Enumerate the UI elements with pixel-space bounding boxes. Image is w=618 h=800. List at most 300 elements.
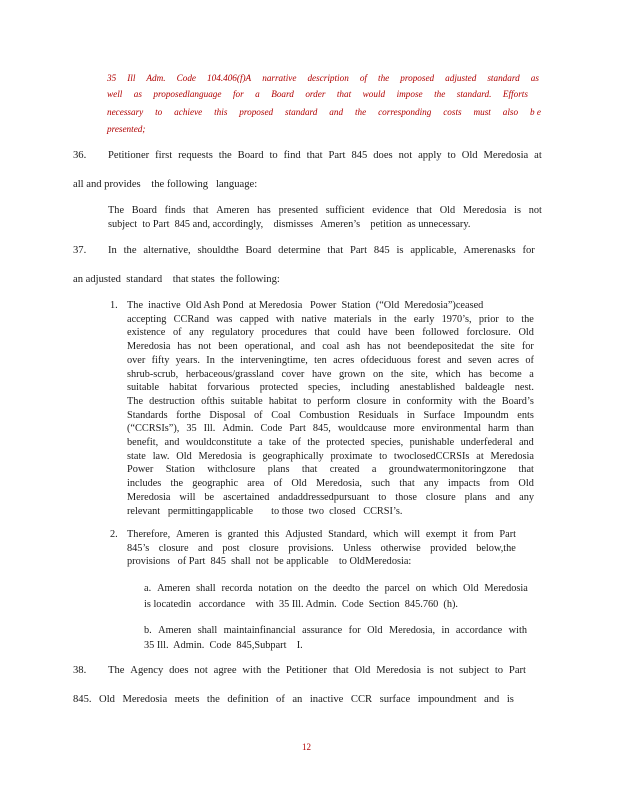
- word: not: [439, 665, 454, 676]
- word: of: [525, 354, 534, 366]
- word: this: [264, 529, 280, 540]
- word: to: [379, 450, 388, 462]
- word: that: [314, 327, 330, 339]
- word: and: [198, 542, 213, 554]
- item1-lines-line: [127, 314, 534, 325]
- word: Meredosia,: [315, 478, 363, 490]
- word: which: [435, 368, 461, 380]
- word: The: [127, 395, 144, 407]
- word: Old: [99, 694, 115, 705]
- word: in: [392, 395, 401, 407]
- item1-number: 1.: [110, 300, 118, 311]
- word: coal: [322, 341, 340, 353]
- word: must: [473, 107, 491, 117]
- word: determine: [278, 245, 321, 256]
- word: created: [329, 464, 360, 476]
- item1-lines-line: The inactive Old Ash Pond at Meredosia Power Station (“Old Meredosia”)ceased: [127, 300, 484, 311]
- para38-number: 38.: [73, 665, 87, 676]
- word: early: [413, 313, 435, 325]
- word: Board’s: [501, 395, 534, 407]
- word: conformity: [406, 395, 453, 407]
- item2a-lines-line: [144, 583, 528, 594]
- word: ash: [346, 341, 361, 353]
- word: with: [458, 395, 477, 407]
- word: from: [473, 529, 494, 540]
- word: materials: [333, 313, 372, 325]
- word: geographically: [262, 450, 324, 462]
- word: a: [371, 464, 377, 476]
- word: beendepositedat: [407, 341, 475, 353]
- word: Residuals: [358, 409, 399, 421]
- word: as: [133, 89, 142, 99]
- word: for: [522, 245, 535, 256]
- word: applicable,: [410, 245, 457, 256]
- word: Ameren: [216, 205, 250, 216]
- word: a: [257, 437, 263, 448]
- word: Standard,: [328, 529, 368, 540]
- word: (“CCRSIs”),: [127, 423, 180, 435]
- para36-line-1: [108, 150, 542, 161]
- word: description: [307, 73, 349, 83]
- item2a-lines-line: is locatedin accordance with 35 Ill. Admin. Code Section 845.760 (h).: [144, 598, 458, 610]
- para36-quote-line-2: subject to Part 845 and, accordingly, dismisses Ameren’s petition as unnecessary.: [108, 219, 471, 230]
- word: forvarious: [207, 382, 250, 394]
- word: over: [127, 354, 146, 366]
- word: Meredosia: [376, 665, 421, 676]
- word: and: [518, 437, 534, 448]
- word: impacts: [447, 478, 480, 490]
- word: benefit,: [127, 437, 159, 448]
- word: is: [514, 205, 521, 216]
- word: is: [248, 450, 256, 462]
- word: a: [529, 368, 534, 380]
- word: Agency: [130, 665, 164, 676]
- word: nest.: [514, 382, 534, 394]
- word: that: [327, 245, 344, 256]
- word: geographic: [192, 478, 239, 490]
- word: that: [193, 205, 209, 216]
- word: it: [462, 529, 468, 540]
- word: inactive: [309, 694, 344, 705]
- word: an: [292, 694, 303, 705]
- word: Board: [131, 205, 157, 216]
- word: state: [127, 450, 146, 462]
- word: standard: [487, 73, 520, 83]
- word: harm: [488, 423, 510, 435]
- word: costs: [443, 107, 462, 117]
- word: underfederal: [460, 437, 513, 448]
- item2-lines-line: [127, 529, 516, 540]
- word: capped: [239, 313, 269, 325]
- word: as: [530, 73, 539, 83]
- word: Petitioner: [108, 150, 150, 161]
- word: and: [300, 341, 316, 353]
- word: Coal: [271, 409, 291, 421]
- item1-lines-line: [127, 355, 534, 366]
- word: Ameren: [157, 583, 191, 594]
- word: standard: [285, 107, 318, 117]
- word: site,: [411, 368, 428, 380]
- word: Meredosia: [127, 491, 171, 503]
- word: ofthis: [201, 395, 225, 407]
- word: standard.: [456, 89, 492, 99]
- item1-lines-line: [127, 410, 534, 421]
- item2-lines-line: [127, 543, 516, 554]
- para38-line-2: [73, 694, 514, 705]
- word: the: [354, 107, 367, 117]
- word: CCR: [350, 694, 373, 705]
- word: and: [329, 107, 344, 117]
- word: Code: [176, 73, 196, 83]
- word: assurance: [302, 625, 343, 636]
- word: those: [395, 491, 417, 503]
- word: wouldconstitute: [185, 437, 252, 448]
- word: in: [441, 625, 450, 636]
- word: Ill.: [203, 423, 216, 435]
- word: subject: [459, 665, 490, 676]
- word: narrative: [262, 73, 297, 83]
- word: any: [189, 327, 205, 339]
- word: of: [254, 409, 263, 421]
- word: to: [155, 107, 163, 117]
- word: of: [276, 694, 285, 705]
- word: regulatory: [211, 327, 255, 339]
- word: b e: [529, 107, 541, 117]
- word: the: [390, 368, 404, 380]
- word: below,the: [476, 542, 516, 554]
- word: b.: [144, 625, 152, 636]
- word: evidence: [372, 205, 409, 216]
- word: and: [446, 354, 462, 366]
- word: that: [301, 464, 318, 476]
- word: Meredosia: [127, 341, 171, 353]
- word: otherwise: [380, 542, 421, 554]
- word: ten: [314, 354, 327, 366]
- word: agree: [213, 665, 237, 676]
- word: includes: [127, 478, 162, 490]
- word: and: [484, 694, 500, 705]
- word: suitable: [230, 395, 263, 407]
- word: protected: [326, 437, 365, 448]
- word: including: [350, 382, 390, 394]
- word: 1970’s,: [441, 313, 472, 325]
- word: is: [426, 665, 434, 676]
- word: with: [242, 665, 262, 676]
- para37-number: 37.: [73, 245, 87, 256]
- word: to: [506, 313, 515, 325]
- word: the: [123, 245, 137, 256]
- word: Old: [518, 478, 534, 490]
- word: Disposal: [209, 409, 246, 421]
- item1-lines-line: [127, 492, 534, 503]
- word: forclosure.: [466, 327, 511, 339]
- word: which: [431, 583, 458, 594]
- item1-lines-line: [127, 327, 534, 338]
- word: Adm.: [146, 73, 166, 83]
- word: ofdeciduous: [360, 354, 411, 366]
- page-number: 12: [302, 742, 311, 752]
- word: Amerenasks: [463, 245, 516, 256]
- word: Part: [508, 665, 526, 676]
- word: become: [489, 368, 522, 380]
- word: is: [214, 529, 222, 540]
- word: interveningtime,: [240, 354, 308, 366]
- word: Adjusted: [285, 529, 323, 540]
- word: finds: [164, 205, 186, 216]
- word: a.: [144, 583, 152, 594]
- word: CCRand: [173, 313, 210, 325]
- word: is: [506, 694, 514, 705]
- word: the: [393, 313, 407, 325]
- word: that: [416, 205, 432, 216]
- word: suitable: [127, 382, 160, 394]
- word: Meredosia: [462, 205, 507, 216]
- word: closure: [356, 395, 387, 407]
- word: the: [307, 437, 320, 448]
- word: environmental: [421, 423, 482, 435]
- word: necessary: [107, 107, 144, 117]
- word: proposed: [400, 73, 435, 83]
- word: of: [172, 327, 182, 339]
- word: at: [476, 450, 484, 462]
- word: was: [216, 313, 233, 325]
- word: surface: [379, 694, 411, 705]
- word: anestablished: [399, 382, 456, 394]
- word: accordance: [455, 625, 503, 636]
- word: exempt: [425, 529, 457, 540]
- word: 845: [373, 245, 390, 256]
- item1-lines-line: relevant permittingapplicable to those two closed CCRSI’s.: [127, 505, 403, 517]
- word: order: [305, 89, 326, 99]
- word: not: [398, 150, 413, 161]
- para37-line-1: [108, 245, 535, 256]
- word: Meredosia,: [388, 625, 436, 636]
- word: The: [108, 665, 125, 676]
- word: Board: [271, 89, 294, 99]
- word: Ameren: [158, 625, 192, 636]
- word: species,: [308, 382, 341, 394]
- word: for: [232, 89, 244, 99]
- word: has: [257, 205, 271, 216]
- word: granted: [227, 529, 259, 540]
- item1-lines-line: [127, 396, 534, 407]
- word: requests: [178, 150, 213, 161]
- word: impoundment: [417, 694, 477, 705]
- word: the: [434, 89, 446, 99]
- word: shall: [196, 583, 216, 594]
- citation-line-3: [107, 107, 541, 117]
- word: been: [395, 327, 415, 339]
- word: not: [198, 341, 212, 353]
- word: 35: [107, 73, 117, 83]
- item1-lines-line: [127, 341, 534, 352]
- word: also: [502, 107, 519, 117]
- word: from: [489, 478, 510, 490]
- word: more: [393, 423, 415, 435]
- word: any: [519, 491, 534, 503]
- item2-lines-line: provisions of Part 845 shall not be applicable to OldMeredosia:: [127, 556, 412, 568]
- word: Combustion: [299, 409, 350, 421]
- word: Surface: [423, 409, 455, 421]
- word: alternative,: [143, 245, 191, 256]
- word: In: [206, 354, 215, 366]
- word: well: [107, 89, 123, 99]
- word: the: [221, 354, 234, 366]
- word: the: [218, 150, 232, 161]
- word: that: [518, 464, 534, 476]
- word: ascertained: [223, 491, 270, 503]
- word: any: [423, 478, 439, 490]
- word: been: [218, 341, 238, 353]
- word: perform: [317, 395, 351, 407]
- word: and: [164, 437, 180, 448]
- word: the: [314, 583, 327, 594]
- word: destruction: [149, 395, 195, 407]
- word: Old: [354, 665, 371, 676]
- word: and: [495, 491, 511, 503]
- word: forthe: [176, 409, 201, 421]
- word: on: [415, 583, 427, 594]
- word: could: [337, 327, 361, 339]
- word: this: [214, 107, 228, 117]
- word: Old: [463, 583, 479, 594]
- item2-number: 2.: [110, 529, 118, 540]
- word: species,: [370, 437, 404, 448]
- word: shall: [197, 625, 218, 636]
- word: Impoundm: [463, 409, 509, 421]
- word: on: [372, 368, 384, 380]
- word: baldeagle: [465, 382, 505, 394]
- word: In: [108, 245, 117, 256]
- word: Old: [291, 478, 307, 490]
- word: definition: [227, 694, 269, 705]
- word: habitat: [169, 382, 198, 394]
- word: closure: [248, 542, 279, 554]
- word: fifty: [151, 354, 170, 366]
- word: not: [194, 665, 208, 676]
- word: have: [311, 368, 332, 380]
- word: has: [468, 368, 483, 380]
- word: meets: [174, 694, 200, 705]
- citation-line-2: [107, 89, 528, 99]
- word: is: [396, 245, 404, 256]
- word: Part: [349, 245, 368, 256]
- word: Efforts: [502, 89, 528, 99]
- word: to: [494, 665, 504, 676]
- word: Meredosia: [483, 150, 529, 161]
- word: that: [332, 665, 349, 676]
- word: acres: [497, 354, 520, 366]
- word: closure: [425, 491, 456, 503]
- word: have: [368, 327, 388, 339]
- word: proximate: [330, 450, 373, 462]
- word: punishable: [409, 437, 455, 448]
- word: apply: [418, 150, 442, 161]
- word: seven: [468, 354, 492, 366]
- word: Old: [439, 205, 456, 216]
- para36-line-2: all and provides the following language:: [73, 179, 258, 190]
- word: Power: [127, 464, 154, 476]
- para36-quote-line-1: [108, 205, 542, 216]
- item1-lines-line: [127, 451, 534, 462]
- word: Therefore,: [127, 529, 171, 540]
- word: followed: [422, 327, 459, 339]
- word: the: [267, 665, 281, 676]
- word: Petitioner: [285, 665, 328, 676]
- word: Standards: [127, 409, 168, 421]
- word: Meredosia: [198, 450, 243, 462]
- word: closure: [158, 542, 189, 554]
- word: has: [177, 341, 192, 353]
- word: site: [500, 341, 515, 353]
- word: has: [366, 341, 381, 353]
- citation-line-1: [107, 73, 539, 83]
- word: at: [534, 150, 542, 161]
- word: achieve: [174, 107, 203, 117]
- word: that: [336, 89, 352, 99]
- word: Board: [245, 245, 272, 256]
- word: 845’s: [127, 542, 150, 554]
- word: for: [521, 341, 534, 353]
- word: recorda: [221, 583, 253, 594]
- item1-lines-line: [127, 464, 534, 475]
- word: of: [273, 478, 283, 490]
- word: 35: [186, 423, 197, 435]
- word: withclosure: [207, 464, 256, 476]
- word: shrub-scrub,: [127, 368, 179, 380]
- word: first: [155, 150, 173, 161]
- word: accepting: [127, 313, 167, 325]
- word: the: [366, 583, 379, 594]
- word: Unless: [343, 542, 372, 554]
- word: prior: [478, 313, 499, 325]
- word: to: [303, 395, 312, 407]
- word: Old: [461, 150, 478, 161]
- word: the: [206, 694, 220, 705]
- word: will: [179, 491, 196, 503]
- word: with: [508, 625, 527, 636]
- word: Board: [237, 150, 264, 161]
- word: Part: [499, 529, 516, 540]
- word: post: [222, 542, 240, 554]
- word: groundwatermonitoringzone: [388, 464, 507, 476]
- word: such: [371, 478, 391, 490]
- word: The: [108, 205, 125, 216]
- word: procedures: [261, 327, 307, 339]
- word: on: [298, 583, 309, 594]
- word: 845,: [312, 423, 331, 435]
- word: Meredosia: [122, 694, 168, 705]
- word: the: [378, 73, 390, 83]
- word: Meredosia: [490, 450, 534, 462]
- word: proposedlanguage: [153, 89, 222, 99]
- word: the: [483, 395, 496, 407]
- item2b-lines-line: 35 Ill. Admin. Code 845,Subpart I.: [144, 640, 303, 651]
- word: Ameren: [175, 529, 210, 540]
- word: for: [348, 625, 361, 636]
- para38-line-1: [108, 665, 526, 676]
- word: native: [301, 313, 327, 325]
- word: 845: [351, 150, 368, 161]
- word: with: [275, 313, 295, 325]
- word: will: [404, 529, 421, 540]
- word: presented: [278, 205, 319, 216]
- word: in: [406, 409, 415, 421]
- word: existence: [127, 327, 166, 339]
- word: than: [516, 423, 534, 435]
- word: the: [170, 478, 184, 490]
- item1-lines-line: [127, 369, 534, 380]
